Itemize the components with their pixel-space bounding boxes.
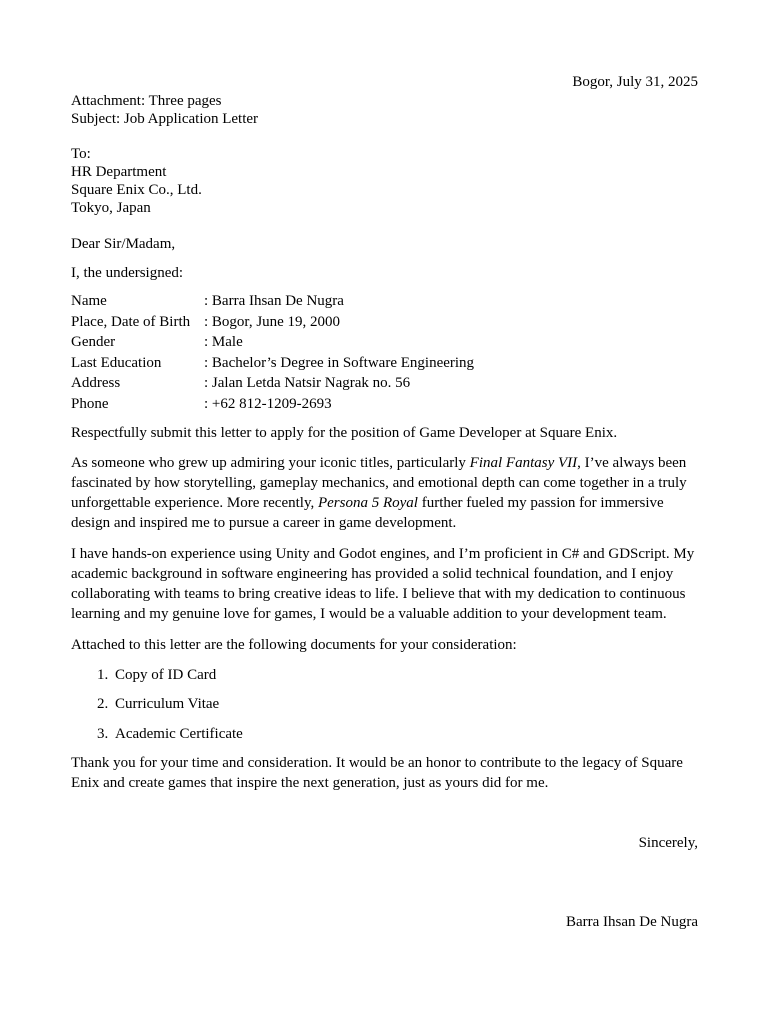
sign-off: Sincerely, — [638, 835, 698, 851]
title-persona: Persona 5 Royal — [317, 495, 418, 511]
motivation-text-c: , I’ve always been fascinated by how storytelling, gameplay mechanics, and emotional depth can come together in a truly unforgettable experience. More recently, — [71, 455, 687, 511]
identity-row — [71, 373, 474, 394]
recipient-location: Tokyo, Japan — [71, 200, 151, 216]
list-number: 1. — [97, 667, 109, 683]
identity-row — [71, 332, 474, 353]
identity-value: : Barra Ihsan De Nugra — [204, 293, 344, 309]
subject-line: Subject: Job Application Letter — [71, 111, 259, 127]
recipient-block — [71, 145, 698, 217]
list-text: Copy of ID Card — [115, 667, 217, 683]
motivation-paragraph — [71, 453, 698, 533]
letter-header — [71, 92, 698, 128]
identity-row — [71, 394, 474, 415]
identity-table — [71, 291, 474, 414]
identity-row — [71, 291, 474, 312]
identity-value: : +62 812-1209-2693 — [204, 395, 332, 412]
salutation: Dear Sir/Madam, — [71, 236, 176, 252]
recipient-department: HR Department — [71, 164, 167, 180]
purpose-paragraph: Respectfully submit this letter to apply for the position of Game Developer at Square Enix. — [71, 425, 618, 441]
motivation-text-e: further fueled my passion for immersive design and inspired me to pursue a career in game development. — [71, 495, 664, 531]
identity-value: : Male — [204, 334, 243, 350]
intro-line: I, the undersigned: — [71, 265, 184, 281]
experience-paragraph: I have hands-on experience using Unity and Godot engines, and I’m proficient in C# and GDScript. My academic background in software engineering has provided a solid technical foundation, and I enjoy collaborating with teams to bring creative ideas to life. I believe that with my dedication to continuous learning and my genuine love for games, I would be a valuable addition to your development team. — [71, 546, 695, 622]
identity-label: Name — [71, 293, 107, 309]
list-text: Academic Certificate — [115, 726, 243, 742]
identity-label: Place, Date of Birth — [71, 313, 191, 330]
recipient-company: Square Enix Co., Ltd. — [71, 182, 202, 198]
list-item — [71, 694, 698, 714]
attachment-line: Attachment: Three pages — [71, 93, 222, 109]
identity-row — [71, 353, 474, 374]
motivation-text-a: As someone who grew up admiring your iconic titles, particularly — [71, 455, 470, 471]
title-final-fantasy: Final Fantasy VII — [469, 455, 578, 471]
list-item — [71, 724, 698, 744]
identity-value: : Jalan Letda Natsir Nagrak no. 56 — [204, 375, 411, 391]
place-date: Bogor, July 31, 2025 — [572, 74, 698, 90]
list-item — [71, 665, 698, 685]
list-number: 2. — [97, 696, 109, 712]
attachments-intro: Attached to this letter are the following documents for your consideration: — [71, 637, 517, 653]
identity-label: Last Education — [71, 354, 162, 371]
identity-label: Phone — [71, 395, 109, 412]
signature-name: Barra Ihsan De Nugra — [565, 914, 698, 930]
identity-value: : Bachelor’s Degree in Software Engineering — [204, 354, 475, 371]
identity-label: Gender — [71, 334, 116, 350]
closing-paragraph: Thank you for your time and consideration. It would be an honor to contribute to the legacy of Square Enix and create games that inspire the next generation, just as yours did for me. — [71, 755, 683, 791]
identity-row — [71, 312, 474, 333]
list-number: 3. — [97, 726, 109, 742]
list-text: Curriculum Vitae — [115, 696, 220, 712]
to-label: To: — [71, 146, 91, 162]
identity-value: : Bogor, June 19, 2000 — [204, 313, 341, 330]
identity-label: Address — [71, 375, 121, 391]
